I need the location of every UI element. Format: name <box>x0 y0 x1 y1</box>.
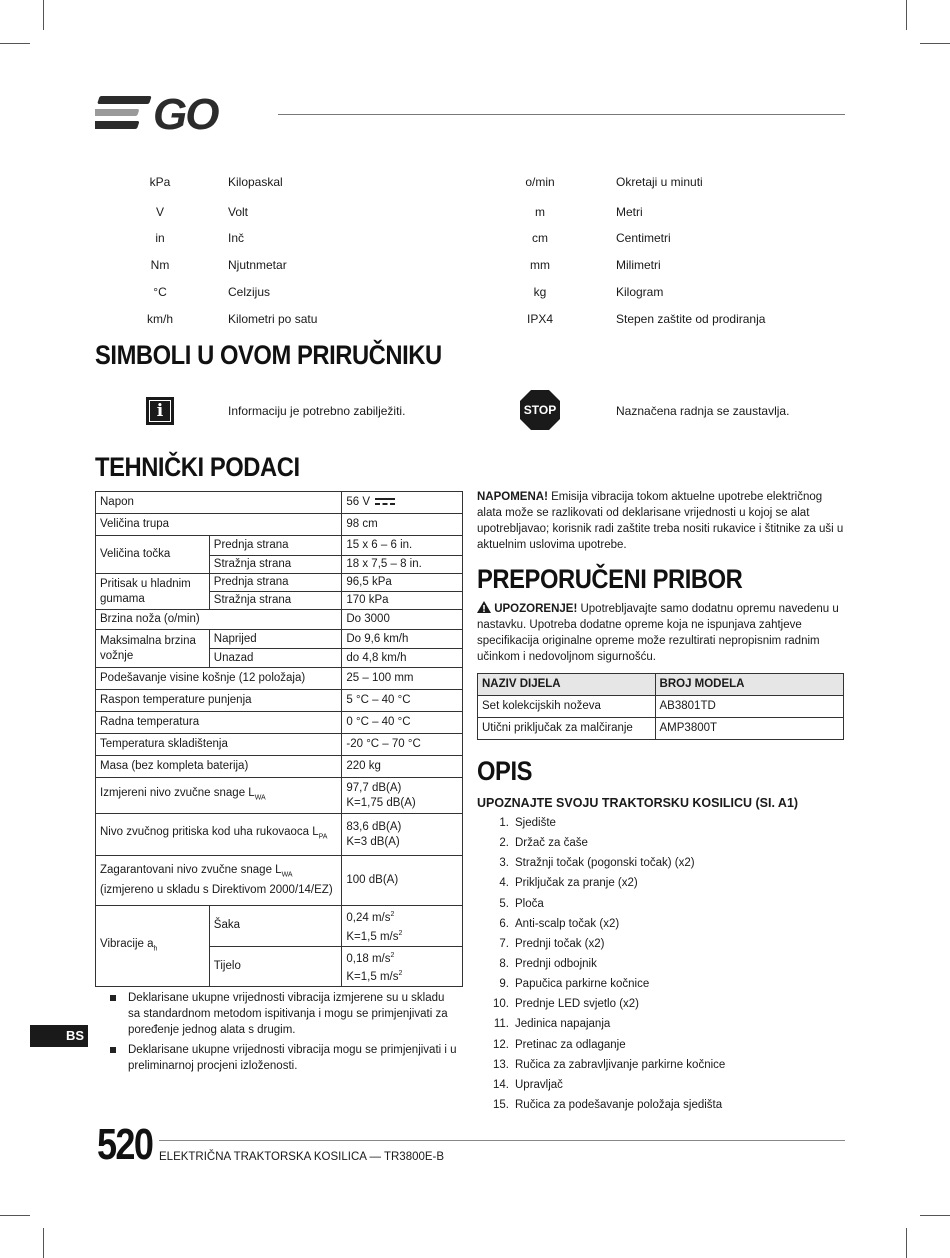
unit-abbreviation: °C <box>153 285 167 299</box>
unit-abbreviation: kPa <box>149 175 171 189</box>
list-item: 6. Anti-scalp točak (x2) <box>499 917 620 930</box>
list-item: Deklarisane ukupne vrijednosti vibracija mogu se primjenjivati i u preliminarnoj procjeni izloženosti. <box>108 1042 458 1074</box>
list-item: 2. Držač za čaše <box>499 837 588 850</box>
spec-label: Veličina trupa <box>96 514 342 536</box>
list-item: 9. Papučica parkirne kočnice <box>499 978 650 991</box>
warning-note: UPOZORENJE! Upotrebljavajte samo dodatnu opremu navedenu u nastavku. Upotreba dodatne opreme koja ne ispunjava zahtjeve specifikacija originalne opreme može rezultirati nepropisnim radnim učinkom i nedovoljnom sigurnošću. <box>477 603 839 663</box>
spec-label: Pritisak u hladnim gumama <box>96 574 210 610</box>
spec-label: Radna temperatura <box>96 712 342 734</box>
spec-value: 83,6 dB(A) K=3 dB(A) <box>342 814 463 856</box>
spec-value: Do 3000 <box>342 610 463 630</box>
opis-subheading: UPOZNAJTE SVOJU TRAKTORSKU KOSILICU (SI. A1) <box>477 795 799 810</box>
spec-value: 56 V <box>342 492 463 514</box>
column-header: NAZIV DIJELA <box>478 674 656 696</box>
crop-mark <box>43 1228 44 1258</box>
unit-name: Okretaji u minuti <box>616 175 703 189</box>
table-row: Utični priključak za malčiranje AMP3800T <box>478 718 844 740</box>
spec-sublabel: Prednja strana <box>209 574 342 592</box>
page-number: 520 <box>97 1120 153 1169</box>
list-item: 11. Jedinica napajanja <box>493 1018 611 1031</box>
tech-heading: TEHNIČKI PODACI <box>95 452 300 482</box>
unit-abbreviation: m <box>535 205 545 219</box>
unit-name: Kilometri po satu <box>228 312 318 326</box>
unit-name: Metri <box>616 205 643 219</box>
unit-abbreviation: km/h <box>146 312 173 326</box>
info-text: Informaciju je potrebno zabilježiti. <box>228 404 406 418</box>
spec-value: 97,7 dB(A) K=1,75 dB(A) <box>342 778 463 814</box>
symbols-heading: SIMBOLI U OVOM PRIRUČNIKU <box>95 340 442 370</box>
unit-abbreviation: in <box>155 231 165 245</box>
spec-label: Masa (bez kompleta baterija) <box>96 756 342 778</box>
unit-abbreviation: V <box>155 205 164 219</box>
crop-mark <box>906 1228 907 1258</box>
unit-name: Volt <box>228 205 249 219</box>
dc-symbol-icon <box>375 497 395 506</box>
parts-list <box>477 815 725 1117</box>
spec-sublabel: Stražnja strana <box>209 556 342 574</box>
unit-name: Milimetri <box>616 258 661 272</box>
spec-label: Napon <box>96 492 342 514</box>
spec-sublabel: Stražnja strana <box>209 592 342 610</box>
svg-text:STOP: STOP <box>523 403 557 417</box>
list-item: 3. Stražnji točak (pogonski točak) (x2) <box>499 857 695 870</box>
crop-mark <box>43 0 44 30</box>
unit-abbreviation: kg <box>533 285 547 299</box>
spec-value: 5 °C – 40 °C <box>342 690 463 712</box>
spec-label: Veličina točka <box>96 536 210 574</box>
spec-label: Raspon temperature punjenja <box>96 690 342 712</box>
unit-abbreviation: mm <box>530 258 550 272</box>
list-item: 1. Sjedište <box>499 817 556 829</box>
opis-heading: OPIS <box>477 756 533 786</box>
crop-mark <box>0 1215 30 1216</box>
spec-label: Zagarantovani nivo zvučne snage $L_{WA}$ (izmjereno u skladu s Direktivom 2000/14/EZ) <box>96 856 342 906</box>
crop-mark <box>0 43 30 44</box>
spec-value: 170 kPa <box>342 592 463 610</box>
crop-mark <box>920 1215 950 1216</box>
spec-sublabel: Prednja strana <box>209 536 342 556</box>
spec-value: 220 kg <box>342 756 463 778</box>
spec-label: Maksimalna brzina vožnje <box>96 630 210 668</box>
footer-rule <box>159 1140 845 1141</box>
unit-name: Kilogram <box>616 285 664 299</box>
info-icon: i <box>146 397 174 425</box>
unit-name: Centimetri <box>616 231 671 245</box>
spec-label: Nivo zvučnog pritiska kod uha rukovaoca $L_{PA}$ <box>96 814 342 856</box>
spec-table <box>95 491 463 987</box>
vibration-notes <box>108 990 458 1078</box>
unit-name: Njutnmetar <box>228 258 287 272</box>
svg-text:GO: GO <box>153 92 218 134</box>
list-item: 10. Prednje LED svjetlo (x2) <box>493 998 639 1011</box>
list-item: 15. Ručica za podešavanje položaja sjedišta <box>493 1098 723 1111</box>
spec-value: 96,5 kPa <box>342 574 463 592</box>
spec-label: Vibracije $a_h$ <box>96 906 210 987</box>
language-tag: BS <box>30 1025 88 1047</box>
list-item: Deklarisane ukupne vrijednosti vibracija izmjerene su u skladu sa standardnom metodom ispitivanja i mogu se primjenjivati za poređenje jednog alata s drugim. <box>108 990 458 1038</box>
stop-text: Naznačena radnja se zaustavlja. <box>616 404 790 418</box>
spec-value: 100 dB(A) <box>342 856 463 906</box>
crop-mark <box>920 43 950 44</box>
list-item: 4. Priključak za pranje (x2) <box>499 877 638 890</box>
spec-value: 0,18 $m/s^2$ K=1,5 $m/s^2$ <box>342 946 463 987</box>
unit-abbreviation: o/min <box>525 175 555 189</box>
unit-name: Inč <box>228 231 245 245</box>
unit-abbreviation: cm <box>532 231 548 245</box>
list-item: 13. Ručica za zabravljivanje parkirne kočnice <box>493 1058 726 1071</box>
list-item: 8. Prednji odbojnik <box>499 957 597 970</box>
spec-sublabel: Unazad <box>209 649 342 668</box>
footer-title: ELEKTRIČNA TRAKTORSKA KOSILICA — TR3800E-B <box>159 1151 445 1163</box>
list-item: 7. Prednji točak (x2) <box>499 937 605 950</box>
crop-mark <box>906 0 907 30</box>
unit-name: Stepen zaštite od prodiranja <box>616 312 766 326</box>
unit-abbreviation: Nm <box>150 258 170 272</box>
ego-logo <box>95 92 270 139</box>
spec-value: 98 cm <box>342 514 463 536</box>
unit-name: Kilopaskal <box>228 175 283 189</box>
spec-value: 0 °C – 40 °C <box>342 712 463 734</box>
list-item: 12. Pretinac za odlaganje <box>493 1038 626 1051</box>
accessories-table <box>477 673 844 740</box>
napomena-note: NAPOMENA! Emisija vibracija tokom aktuelne upotrebe električnog alata može se razlikovati od deklarisane vrijednosti u kojoj se alat upotrebljavao; korisnik radi zaštite treba nositi rukavice i štitnike za uši u aktuelnim uslovima upotrebe. <box>477 491 844 551</box>
list-item: 5. Ploča <box>499 897 544 910</box>
unit-name: Celzijus <box>228 285 271 299</box>
table-row: Set kolekcijskih noževa AB3801TD <box>478 696 844 718</box>
warning-icon <box>477 601 491 613</box>
spec-value: 15 x 6 – 6 in. <box>342 536 463 556</box>
pribor-heading: PREPORUČENI PRIBOR <box>477 564 743 594</box>
spec-value: -20 °C – 70 °C <box>342 734 463 756</box>
spec-value: 25 – 100 mm <box>342 668 463 690</box>
spec-label: Temperatura skladištenja <box>96 734 342 756</box>
spec-value: 18 x 7,5 – 8 in. <box>342 556 463 574</box>
spec-label: Brzina noža (o/min) <box>96 610 342 630</box>
spec-value: 0,24 $m/s^2$ K=1,5 $m/s^2$ <box>342 906 463 947</box>
spec-sublabel: Šaka <box>209 906 342 947</box>
spec-label: Podešavanje visine košnje (12 položaja) <box>96 668 342 690</box>
spec-value: do 4,8 km/h <box>342 649 463 668</box>
stop-icon <box>519 389 561 436</box>
unit-abbreviation: IPX4 <box>526 312 553 326</box>
spec-sublabel: Naprijed <box>209 630 342 649</box>
spec-value: Do 9,6 km/h <box>342 630 463 649</box>
spec-sublabel: Tijelo <box>209 946 342 987</box>
column-header: BROJ MODELA <box>655 674 843 696</box>
header-rule <box>278 114 845 115</box>
list-item: 14. Upravljač <box>493 1078 563 1091</box>
spec-label: Izmjereni nivo zvučne snage $L_{WA}$ <box>96 778 342 814</box>
